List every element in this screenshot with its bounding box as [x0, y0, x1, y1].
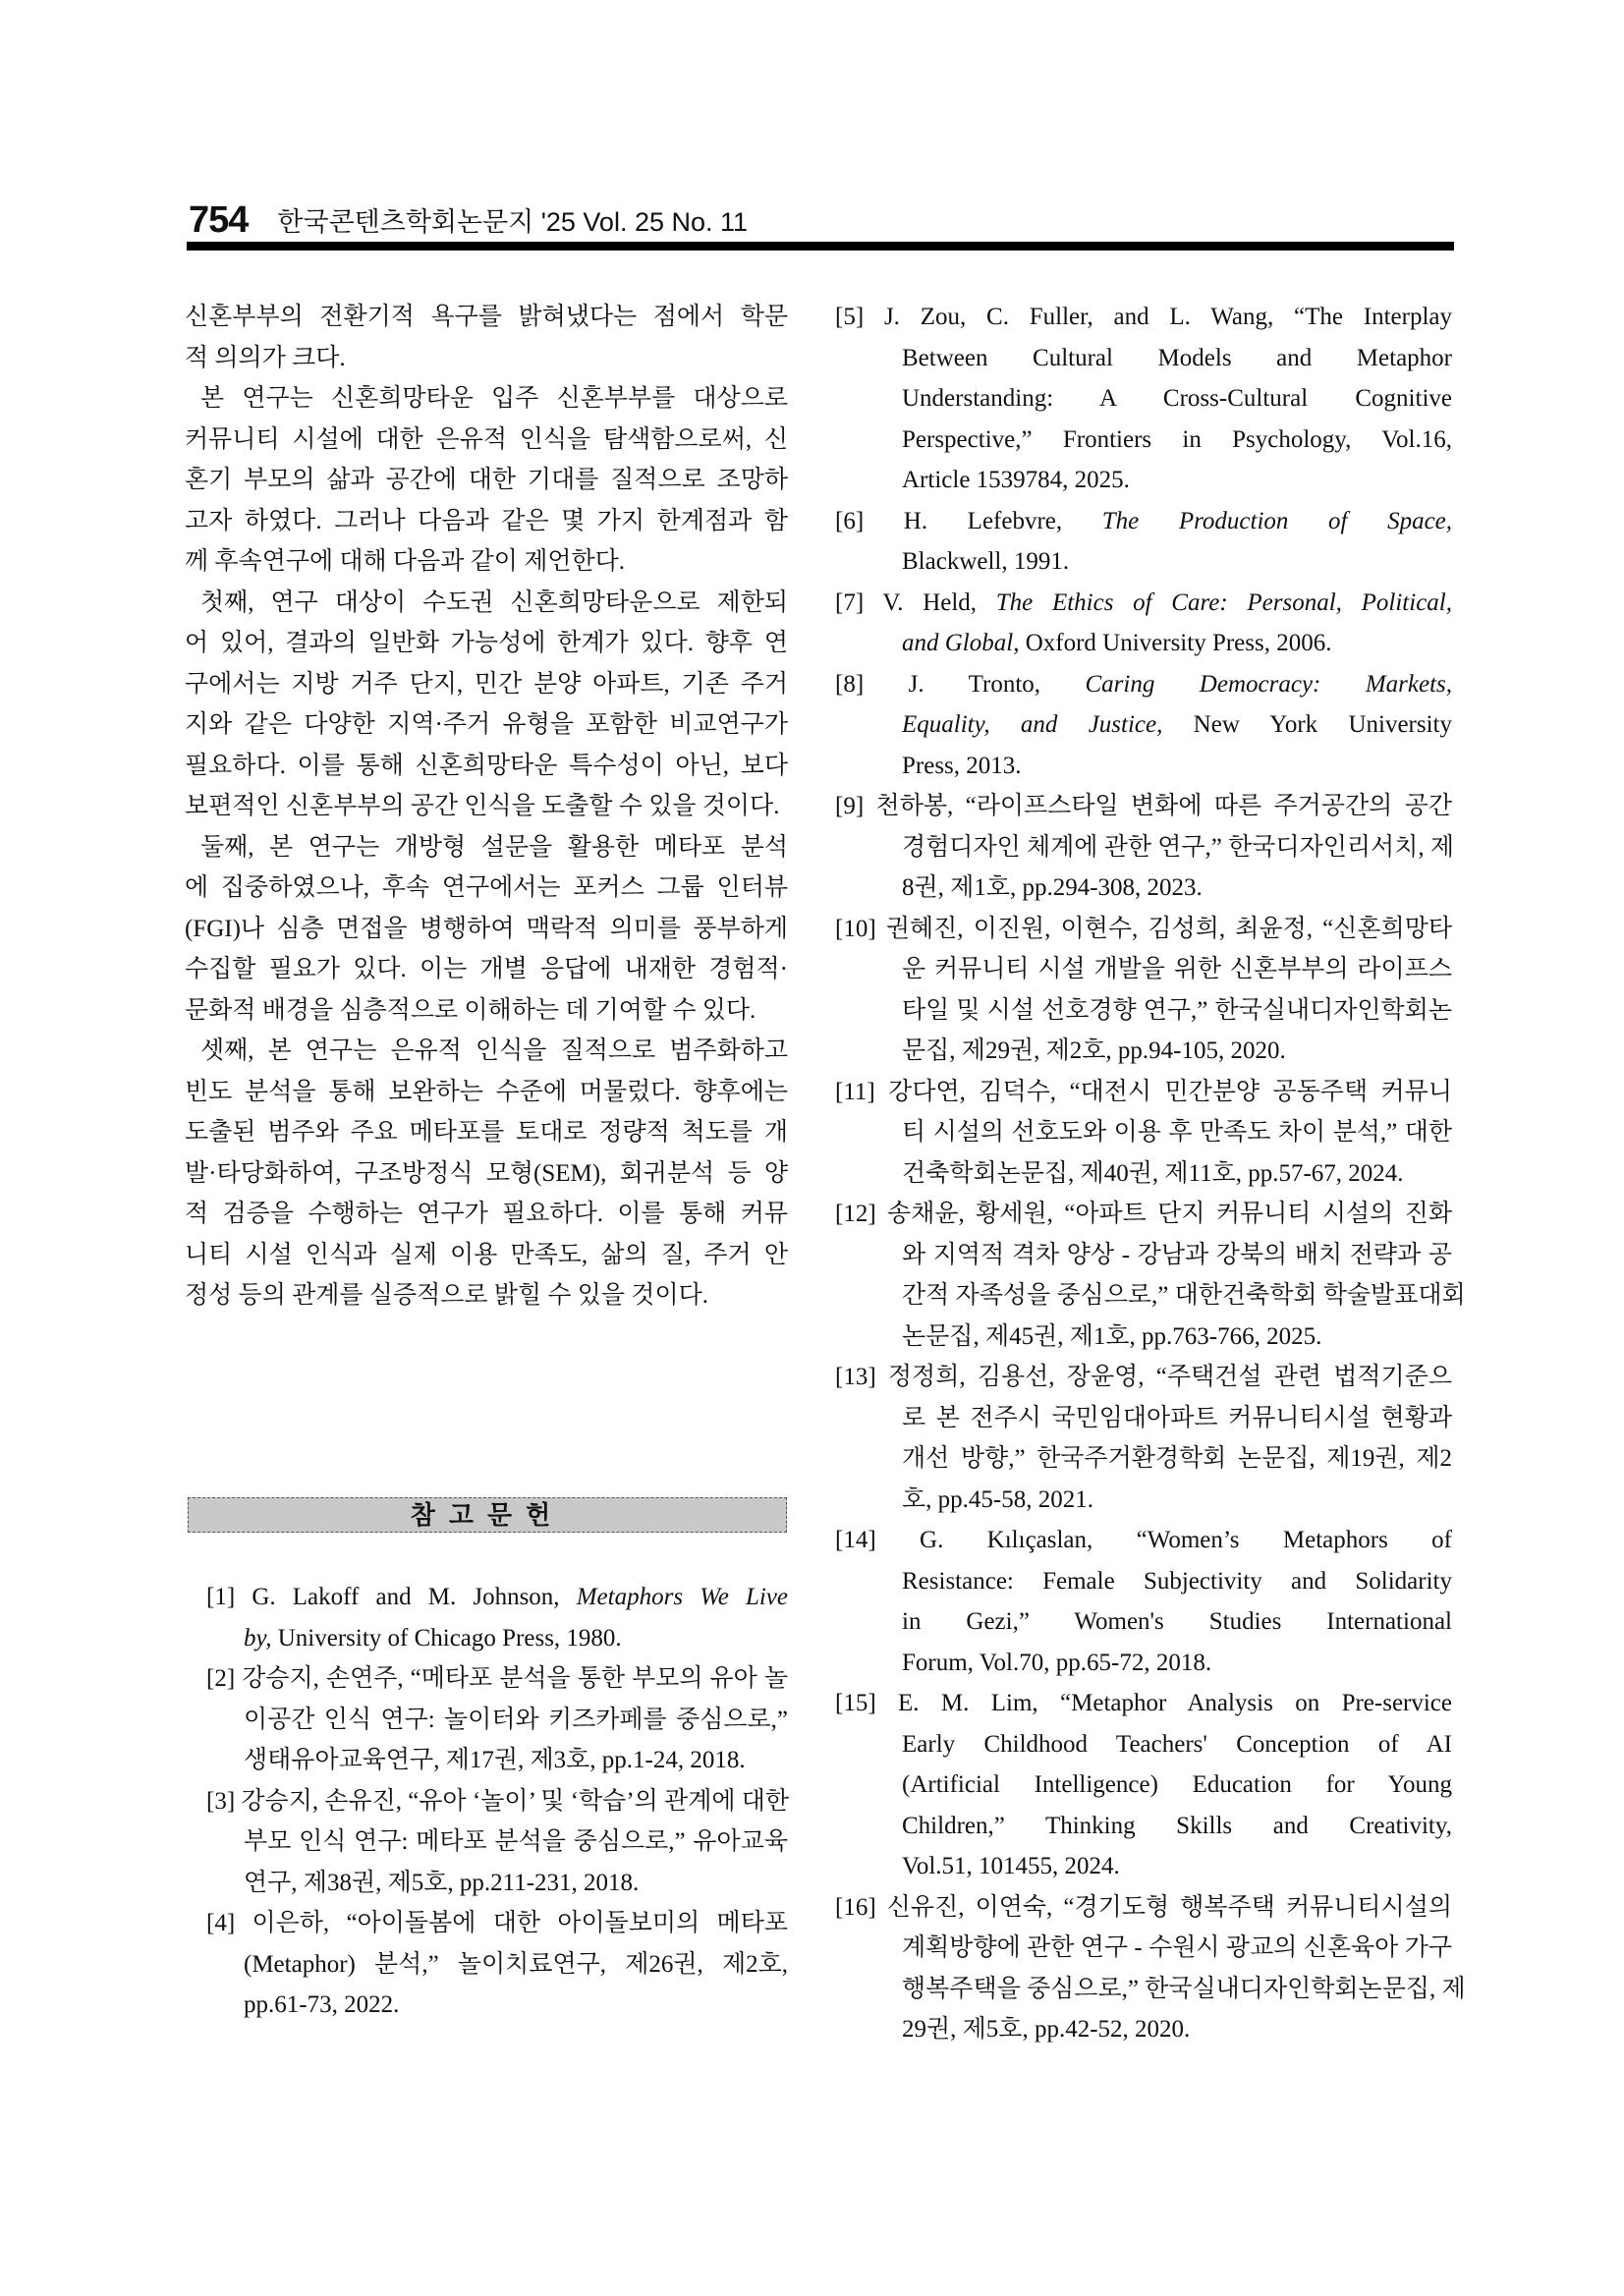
reference-text: 호, pp.45-58, 2021.	[902, 1485, 1093, 1513]
reference-number: [5]	[835, 304, 884, 330]
reference-line	[206, 1577, 788, 1618]
reference-number: [16]	[835, 1893, 887, 1921]
italic-title-text: Caring Democracy: Markets,	[1085, 670, 1452, 698]
reference-text: in Gezi,” Women's Studies International	[902, 1608, 1452, 1635]
reference-text: 신유진, 이연숙, “경기도형 행복주택 커뮤니티시설의	[886, 1893, 1453, 1921]
text-line: 구에서는 지방 거주 단지, 민간 분양 아파트, 기존 주거	[185, 670, 788, 698]
reference-number: [3]	[206, 1787, 242, 1815]
italic-title-text: The Production of Space,	[1101, 507, 1453, 534]
reference-line	[835, 541, 1452, 583]
reference-text: 8권, 제1호, pp.294-308, 2023.	[902, 874, 1203, 901]
header-rule	[187, 242, 1454, 251]
reference-line	[835, 1969, 1466, 2010]
reference-number: [7]	[835, 588, 883, 616]
reference-text: 연구, 제38권, 제5호, pp.211-231, 2018.	[244, 1869, 640, 1896]
paragraph	[185, 378, 788, 583]
reference-text: Perspective,” Frontiers in Psychology, Vol.16,	[902, 425, 1452, 453]
reference-number: [12]	[835, 1201, 888, 1227]
reference-line	[835, 1153, 1452, 1195]
reference-line	[835, 623, 1452, 664]
reference-number: [4]	[206, 1910, 252, 1936]
reference-number: [2]	[206, 1665, 243, 1692]
reference-line	[835, 1194, 1452, 1235]
text-line: 어 있어, 결과의 일반화 가능성에 한계가 있다. 향후 연	[185, 630, 788, 656]
reference-item	[206, 1781, 788, 1904]
reference-line	[835, 868, 1452, 909]
reference-line	[835, 1275, 1466, 1316]
reference-line	[835, 1398, 1452, 1439]
reference-item	[835, 583, 1452, 664]
text-line: 지와 같은 다양한 지역·주거 유형을 포함한 비교연구가	[185, 711, 788, 738]
running-header	[189, 196, 748, 240]
reference-line	[206, 1618, 788, 1659]
reference-text: 29권, 제5호, pp.42-52, 2020.	[902, 2016, 1191, 2043]
reference-text: 행복주택을 중심으로,” 한국실내디자인학회논문집, 제	[902, 1975, 1466, 2002]
reference-text: Early Childhood Teachers' Conception of AI	[902, 1730, 1452, 1758]
reference-text: E. M. Lim, “Metaphor Analysis on Pre-service	[898, 1690, 1453, 1716]
reference-text: 개선 방향,” 한국주거환경학회 논문집, 제19권, 제2	[902, 1445, 1452, 1472]
reference-text: V. Held,	[882, 588, 996, 616]
reference-item	[835, 1194, 1466, 1357]
reference-text: 간적 자족성을 중심으로,” 대한건축학회 학술발표대회	[902, 1282, 1466, 1309]
references-heading: 참고문헌	[188, 1497, 787, 1533]
reference-line	[835, 1683, 1452, 1724]
reference-text: (Metaphor) 분석,” 놀이치료연구, 제26권, 제2호,	[244, 1950, 788, 1978]
reference-text: Children,” Thinking Skills and Creativity,	[902, 1812, 1452, 1839]
reference-line	[206, 1700, 788, 1741]
reference-text: G. Kılıçaslan, “Women’s Metaphors of	[920, 1527, 1452, 1553]
reference-text: 송채윤, 황세원, “아파트 단지 커뮤니티 시설의 진화	[887, 1201, 1452, 1227]
text-line: 필요하다. 이를 통해 신혼희망타운 특수성이 아닌, 보다	[185, 752, 788, 779]
page-number: 754	[189, 199, 249, 241]
reference-line	[835, 827, 1452, 868]
text-line: 셋째, 본 연구는 은유적 인식을 질적으로 범주화하고	[200, 1037, 788, 1064]
reference-item	[835, 501, 1452, 583]
text-line: 보편적인 신혼부부의 공간 인식을 도출할 수 있을 것이다.	[185, 793, 780, 819]
reference-text: 경험디자인 체계에 관한 연구,” 한국디자인리서치, 제	[902, 833, 1454, 861]
text-line: 첫째, 연구 대상이 수도권 신혼희망타운으로 제한되	[200, 588, 788, 616]
text-line: 에 집중하였으나, 후속 연구에서는 포커스 그룹 인터뷰	[185, 874, 788, 901]
paragraph	[185, 827, 788, 1032]
reference-text: Article 1539784, 2025.	[902, 467, 1130, 493]
reference-text: J. Zou, C. Fuller, and L. Wang, “The Interplay	[883, 304, 1452, 330]
reference-text: 천하봉, “라이프스타일 변화에 따른 주거공간의 공간	[875, 793, 1452, 819]
reference-line	[835, 949, 1452, 990]
reference-line	[835, 1764, 1452, 1806]
reference-text: 계획방향에 관한 연구 - 수원시 광교의 신혼육아 가구	[902, 1934, 1452, 1961]
reference-line	[835, 909, 1452, 950]
body-text	[185, 297, 788, 1316]
reference-text: 논문집, 제45권, 제1호, pp.763-766, 2025.	[902, 1322, 1322, 1350]
reference-item	[206, 1658, 788, 1781]
reference-line	[835, 1235, 1452, 1276]
reference-line	[835, 583, 1452, 624]
reference-text: Between Cultural Models and Metaphor	[902, 344, 1452, 371]
reference-line	[206, 1821, 788, 1863]
paragraph	[185, 583, 788, 827]
reference-number: [14]	[835, 1527, 921, 1553]
reference-text: 로 본 전주시 국민임대아파트 커뮤니티시설 현황과	[902, 1404, 1452, 1431]
reference-line	[835, 420, 1452, 461]
text-line: 발·타당화하여, 구조방정식 모형(SEM), 회귀분석 등 양	[185, 1159, 788, 1187]
text-line: 문화적 배경을 심층적으로 이해하는 데 기여할 수 있다.	[185, 996, 756, 1024]
reference-text: University of Chicago Press, 1980.	[271, 1624, 622, 1652]
reference-line	[835, 1928, 1452, 1969]
reference-line	[206, 1781, 788, 1822]
reference-text: Press, 2013.	[902, 752, 1022, 779]
reference-text: Blackwell, 1991.	[902, 548, 1070, 575]
reference-text: 와 지역적 격차 양상 - 강남과 강북의 배치 전략과 공	[902, 1241, 1452, 1268]
reference-line	[835, 1561, 1452, 1602]
reference-text: H. Lefebvre,	[903, 507, 1102, 534]
reference-line	[835, 1806, 1452, 1847]
reference-number: [10]	[835, 915, 886, 942]
reference-line	[835, 338, 1452, 379]
reference-item	[835, 909, 1452, 1072]
reference-line	[835, 1031, 1452, 1072]
reference-text: G. Lakoff and M. Johnson,	[252, 1584, 577, 1610]
reference-line	[835, 1438, 1452, 1480]
reference-text: 이공간 인식 연구: 놀이터와 키즈카페를 중심으로,”	[244, 1706, 788, 1733]
reference-line	[835, 1316, 1452, 1358]
reference-text: Vol.51, 101455, 2024.	[902, 1853, 1120, 1879]
text-line: (FGI)나 심층 면접을 병행하여 맥락적 의미를 풍부하게	[185, 915, 788, 942]
journal-title: 한국콘텐츠학회논문지 '25 Vol. 25 No. 11	[277, 207, 749, 237]
italic-title-text: The Ethics of Care: Personal, Political,	[995, 588, 1452, 616]
paragraph	[185, 1031, 788, 1316]
reference-line	[835, 1357, 1452, 1398]
reference-text: 강승지, 손유진, “유아 ‘놀이’ 및 ‘학습’의 관계에 대한	[241, 1787, 790, 1815]
italic-title-text: and Global,	[902, 630, 1020, 656]
text-line: 혼기 부모의 삶과 공간에 대한 기대를 질적으로 조망하	[185, 467, 788, 493]
reference-text: (Artificial Intelligence) Education for Young	[902, 1771, 1452, 1798]
italic-title-text: Equality, and Justice,	[902, 711, 1163, 738]
reference-item	[835, 1520, 1452, 1683]
reference-line	[206, 1863, 788, 1904]
reference-item	[206, 1903, 788, 2026]
reference-text: 이은하, “아이돌봄에 대한 아이돌보미의 메타포	[252, 1910, 788, 1936]
text-line: 커뮤니티 시설에 대한 은유적 인식을 탐색함으로써, 신	[185, 425, 788, 453]
italic-title-text: Metaphors We Live	[576, 1584, 789, 1610]
reference-text: 부모 인식 연구: 메타포 분석을 중심으로,” 유아교육	[244, 1828, 788, 1855]
reference-item	[835, 1357, 1452, 1520]
reference-line	[835, 704, 1452, 746]
reference-line	[835, 2009, 1452, 2050]
reference-item	[835, 1072, 1452, 1195]
text-line: 도출된 범주와 주요 메타포를 토대로 정량적 척도를 개	[185, 1119, 788, 1146]
reference-text: 생태유아교육연구, 제17권, 제3호, pp.1-24, 2018.	[244, 1747, 746, 1773]
reference-line	[835, 460, 1452, 501]
reference-text: 티 시설의 선호도와 이용 후 만족도 차이 분석,” 대한	[902, 1119, 1452, 1146]
reference-number: [1]	[206, 1584, 252, 1610]
reference-line	[206, 1985, 788, 2026]
reference-line	[206, 1903, 788, 1944]
reference-line	[835, 1480, 1452, 1521]
reference-text: 정정희, 김용선, 장윤영, “주택건설 관련 법적기준으	[887, 1364, 1452, 1390]
reference-text: 운 커뮤니티 시설 개발을 위한 신혼부부의 라이프스	[902, 956, 1452, 982]
reference-text: Oxford University Press, 2006.	[1019, 630, 1332, 656]
reference-text: Understanding: A Cross-Cultural Cognitive	[902, 385, 1452, 412]
reference-line	[835, 297, 1452, 338]
reference-line	[835, 746, 1452, 787]
reference-line	[835, 1072, 1452, 1113]
italic-title-text: by,	[244, 1624, 272, 1652]
reference-number: [13]	[835, 1364, 888, 1390]
reference-number: [8]	[835, 670, 909, 698]
reference-text: 강다연, 김덕수, “대전시 민간분양 공동주택 커뮤니	[888, 1078, 1452, 1105]
reference-text: 건축학회논문집, 제40권, 제11호, pp.57-67, 2024.	[902, 1159, 1404, 1187]
reference-text: J. Tronto,	[908, 670, 1086, 698]
reference-text: Resistance: Female Subjectivity and Solidarity	[902, 1567, 1452, 1595]
reference-text: 타일 및 시설 선호경향 연구,” 한국실내디자인학회논	[902, 996, 1452, 1024]
references-right	[835, 297, 1466, 2050]
paragraph	[185, 297, 788, 378]
references-left	[206, 1577, 788, 2026]
reference-number: [15]	[835, 1690, 899, 1716]
text-line: 니티 시설 인식과 실제 이용 만족도, 삶의 질, 주거 안	[185, 1241, 788, 1268]
reference-text: pp.61-73, 2022.	[244, 1991, 400, 2018]
text-line: 빈도 분석을 통해 보완하는 수준에 머물렀다. 향후에는	[185, 1078, 788, 1105]
text-line: 본 연구는 신혼희망타운 입주 신혼부부를 대상으로	[200, 385, 788, 412]
text-line: 수집할 필요가 있다. 이는 개별 응답에 내재한 경험적·	[185, 956, 788, 982]
text-line: 적 의의가 크다.	[185, 344, 346, 371]
text-line: 적 검증을 수행하는 연구가 필요하다. 이를 통해 커뮤	[185, 1201, 788, 1227]
reference-line	[835, 1643, 1452, 1684]
reference-item	[835, 664, 1452, 787]
reference-item	[835, 786, 1452, 909]
reference-item	[835, 1683, 1452, 1887]
text-line: 신혼부부의 전환기적 욕구를 밝혀냈다는 점에서 학문	[185, 304, 788, 330]
reference-line	[835, 990, 1452, 1032]
reference-line	[835, 1724, 1452, 1765]
reference-line	[206, 1658, 788, 1700]
text-line: 께 후속연구에 대해 다음과 같이 제언한다.	[185, 548, 626, 575]
reference-line	[835, 786, 1452, 827]
reference-item	[206, 1577, 788, 1658]
reference-number: [9]	[835, 793, 876, 819]
reference-item	[835, 297, 1452, 501]
reference-number: [11]	[835, 1078, 889, 1105]
reference-text: 문집, 제29권, 제2호, pp.94-105, 2020.	[902, 1037, 1286, 1064]
reference-line	[206, 1944, 788, 1986]
reference-line	[835, 1112, 1452, 1153]
text-line: 고자 하였다. 그러나 다음과 같은 몇 가지 한계점과 함	[185, 507, 788, 534]
reference-number: [6]	[835, 507, 904, 534]
reference-line	[835, 378, 1452, 420]
reference-line	[835, 1520, 1452, 1561]
reference-line	[835, 1887, 1452, 1929]
reference-item	[835, 1887, 1466, 2050]
reference-line	[835, 501, 1452, 542]
reference-text: Forum, Vol.70, pp.65-72, 2018.	[902, 1649, 1212, 1676]
reference-line	[835, 664, 1452, 705]
reference-line	[206, 1740, 788, 1781]
reference-text: 권혜진, 이진원, 이현수, 김성희, 최윤정, “신혼희망타	[885, 915, 1452, 942]
text-line: 정성 등의 관계를 실증적으로 밝힐 수 있을 것이다.	[185, 1282, 709, 1309]
reference-line	[835, 1601, 1452, 1643]
reference-text: New York University	[1162, 711, 1452, 738]
reference-text: 강승지, 손연주, “메타포 분석을 통한 부모의 유아 놀	[242, 1665, 788, 1692]
text-line: 둘째, 본 연구는 개방형 설문을 활용한 메타포 분석	[200, 833, 788, 861]
reference-line	[835, 1846, 1452, 1887]
